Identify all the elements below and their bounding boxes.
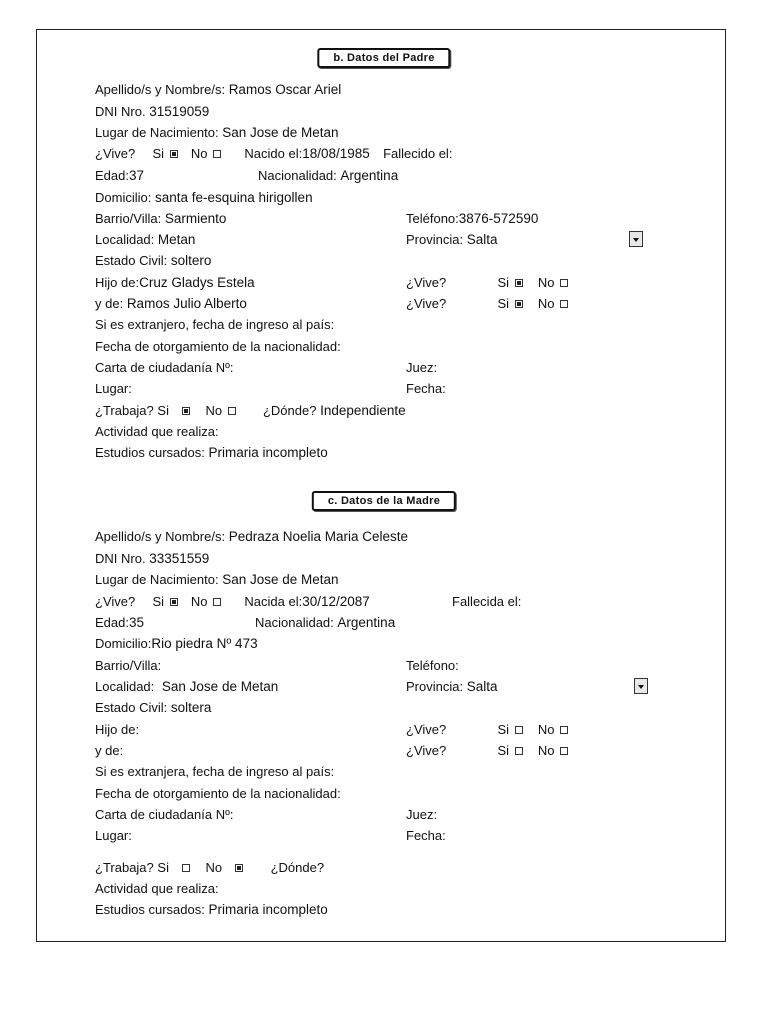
madre-lugar-nac-row: [95, 572, 339, 588]
madre-lugar-label: Lugar:: [95, 828, 132, 843]
padre-domicilio-value[interactable]: santa fe-esquina hirigollen: [154, 190, 313, 205]
madre-dni-value[interactable]: 33351559: [149, 551, 210, 566]
madre-nacionalidad-label: Nacionalidad:: [255, 615, 334, 630]
padre-dni-value[interactable]: 31519059: [149, 104, 210, 119]
padre-nacido-label: Nacido el:: [244, 146, 303, 161]
madre-vive-no-label: No: [190, 594, 208, 609]
madre-nacida-value[interactable]: 30/12/2087: [302, 594, 370, 609]
madre-localidad-row: [95, 679, 278, 695]
padre-y-de-no-checkbox[interactable]: [560, 300, 568, 308]
madre-fallecida-label: Fallecida el:: [452, 594, 522, 609]
madre-edad-label: Edad:: [95, 615, 129, 630]
madre-trabaja-no-checkbox[interactable]: [235, 864, 243, 872]
madre-estudios-row: [95, 902, 328, 918]
madre-nacida-label: Nacida el:: [244, 594, 303, 609]
madre-provincia-value[interactable]: Salta: [466, 679, 498, 694]
madre-edad-row: [95, 615, 144, 631]
madre-domicilio-label: Domicilio:: [95, 636, 152, 651]
padre-fecha-label: Fecha:: [406, 381, 446, 396]
padre-lugar-nac-row: [95, 125, 339, 141]
padre-edad-label: Edad:: [95, 168, 129, 183]
padre-hijo-de-si-label: Si: [497, 275, 510, 290]
madre-y-de-vive-row: [406, 743, 570, 759]
madre-estudios-value[interactable]: Primaria incompleto: [208, 902, 328, 917]
madre-hijo-de-no-label: No: [537, 722, 555, 737]
madre-provincia-label: Provincia:: [406, 679, 464, 694]
padre-estado-civil-value[interactable]: soltero: [170, 253, 212, 268]
padre-trabaja-si-label: Si: [157, 403, 169, 418]
padre-localidad-value[interactable]: Metan: [157, 232, 196, 247]
padre-hijo-de-vive-row: [406, 275, 570, 291]
padre-edad-row: [95, 168, 144, 184]
madre-lugar-nac-value[interactable]: San Jose de Metan: [222, 572, 339, 587]
padre-extranjero-row: Si es extranjero, fecha de ingreso al país:: [95, 317, 335, 332]
madre-y-de-label: y de:: [95, 743, 124, 758]
padre-provincia-row: [406, 232, 497, 248]
padre-nombre-value[interactable]: Ramos Oscar Ariel: [228, 82, 342, 97]
padre-y-de-value[interactable]: Ramos Julio Alberto: [126, 296, 247, 311]
padre-edad-value[interactable]: 37: [128, 168, 145, 183]
padre-trabaja-si-checkbox[interactable]: [182, 407, 190, 415]
padre-hijo-de-no-label: No: [537, 275, 555, 290]
padre-trabaja-no-checkbox[interactable]: [228, 407, 236, 415]
madre-trabaja-no-label: No: [205, 860, 223, 875]
padre-y-de-si-checkbox[interactable]: [515, 300, 523, 308]
padre-actividad-label: Actividad que realiza:: [95, 424, 219, 439]
padre-localidad-label: Localidad:: [95, 232, 155, 247]
padre-y-de-label: y de:: [95, 296, 124, 311]
padre-estudios-row: [95, 445, 328, 461]
madre-provincia-row: [406, 679, 497, 695]
padre-vive-no-label: No: [190, 146, 208, 161]
madre-nacionalidad-value[interactable]: Argentina: [337, 615, 396, 630]
madre-juez-label: Juez:: [406, 807, 438, 822]
madre-y-de-no-checkbox[interactable]: [560, 747, 568, 755]
madre-estudios-label: Estudios cursados:: [95, 902, 205, 917]
padre-estado-civil-label: Estado Civil:: [95, 253, 168, 268]
padre-hijo-de-no-checkbox[interactable]: [560, 279, 568, 287]
madre-extranjera-row: Si es extranjera, fecha de ingreso al país:: [95, 764, 335, 779]
padre-donde-value[interactable]: Independiente: [320, 403, 406, 418]
madre-trabaja-label: ¿Trabaja?: [95, 860, 154, 875]
padre-hijo-de-vive-label: ¿Vive?: [406, 275, 447, 290]
padre-y-de-no-label: No: [537, 296, 555, 311]
padre-estado-civil-row: [95, 253, 211, 269]
madre-donde-label: ¿Dónde?: [270, 860, 325, 875]
madre-vive-si-label: Si: [152, 594, 165, 609]
padre-vive-label: ¿Vive?: [95, 146, 136, 161]
madre-fecha-label: Fecha:: [406, 828, 446, 843]
madre-telefono-label: Teléfono:: [406, 658, 459, 673]
madre-actividad-label: Actividad que realiza:: [95, 881, 219, 896]
madre-estado-civil-label: Estado Civil:: [95, 700, 168, 715]
padre-nombre-label: Apellido/s y Nombre/s:: [95, 82, 226, 97]
padre-vive-si-checkbox[interactable]: [170, 150, 178, 158]
padre-nacionalidad-value[interactable]: Argentina: [340, 168, 399, 183]
madre-hijo-de-vive-row: [406, 722, 570, 738]
padre-trabaja-row: [95, 403, 406, 419]
madre-dni-row: [95, 551, 209, 567]
padre-nacionalidad-row: [258, 168, 398, 184]
padre-vive-no-checkbox[interactable]: [213, 150, 221, 158]
padre-dni-label: DNI Nro.: [95, 104, 146, 119]
madre-estado-civil-value[interactable]: soltera: [170, 700, 212, 715]
madre-carta-label: Carta de ciudadanía Nº:: [95, 807, 234, 822]
padre-hijo-de-si-checkbox[interactable]: [515, 279, 523, 287]
madre-hijo-de-vive-label: ¿Vive?: [406, 722, 447, 737]
madre-localidad-value[interactable]: San Jose de Metan: [161, 679, 279, 694]
padre-vive-si-label: Si: [152, 146, 165, 161]
padre-y-de-vive-row: [406, 296, 570, 312]
madre-vive-no-checkbox[interactable]: [213, 598, 221, 606]
section-title-padre: b. Datos del Padre: [317, 48, 450, 68]
padre-hijo-de-value[interactable]: Cruz Gladys Estela: [139, 275, 255, 290]
madre-edad-value[interactable]: 35: [128, 615, 145, 630]
madre-barrio-label: Barrio/Villa:: [95, 658, 162, 673]
padre-hijo-de-row: [95, 275, 255, 291]
padre-trabaja-label: ¿Trabaja?: [95, 403, 154, 418]
madre-domicilio-row: [95, 636, 258, 652]
madre-nombre-row: [95, 529, 408, 545]
padre-provincia-label: Provincia:: [406, 232, 464, 247]
padre-y-de-row: [95, 296, 247, 312]
padre-nombre-row: [95, 82, 341, 98]
madre-y-de-si-label: Si: [497, 743, 510, 758]
padre-domicilio-label: Domicilio:: [95, 190, 152, 205]
madre-estado-civil-row: [95, 700, 211, 716]
madre-hijo-de-no-checkbox[interactable]: [560, 726, 568, 734]
form-frame: [36, 29, 726, 942]
padre-barrio-value[interactable]: Sarmiento: [164, 211, 227, 226]
madre-trabaja-si-label: Si: [157, 860, 169, 875]
section-title-madre: c. Datos de la Madre: [312, 491, 456, 511]
madre-hijo-de-label: Hijo de:: [95, 722, 140, 737]
madre-provincia-dropdown-button[interactable]: [634, 678, 648, 694]
padre-y-de-si-label: Si: [497, 296, 510, 311]
padre-donde-label: ¿Dónde?: [262, 403, 317, 418]
padre-nacido-value[interactable]: 18/08/1985: [302, 146, 370, 161]
madre-trabaja-si-checkbox[interactable]: [182, 864, 190, 872]
madre-localidad-label: Localidad:: [95, 679, 155, 694]
padre-provincia-value[interactable]: Salta: [466, 232, 498, 247]
madre-nombre-value[interactable]: Pedraza Noelia Maria Celeste: [228, 529, 409, 544]
madre-dni-label: DNI Nro.: [95, 551, 146, 566]
madre-vive-si-checkbox[interactable]: [170, 598, 178, 606]
padre-y-de-vive-label: ¿Vive?: [406, 296, 447, 311]
padre-barrio-row: [95, 211, 226, 227]
madre-lugar-nac-label: Lugar de Nacimiento:: [95, 572, 219, 587]
madre-y-de-si-checkbox[interactable]: [515, 747, 523, 755]
madre-nombre-label: Apellido/s y Nombre/s:: [95, 529, 226, 544]
madre-trabaja-row: [95, 860, 324, 876]
padre-telefono-value[interactable]: 3876-572590: [458, 211, 539, 226]
padre-lugar-nac-value[interactable]: San Jose de Metan: [222, 125, 339, 140]
padre-estudios-label: Estudios cursados:: [95, 445, 205, 460]
padre-provincia-dropdown-button[interactable]: [629, 231, 643, 247]
padre-otorgamiento-row: Fecha de otorgamiento de la nacionalidad:: [95, 339, 341, 354]
padre-nacionalidad-label: Nacionalidad:: [258, 168, 337, 183]
padre-fallecido-label: Fallecido el:: [383, 146, 453, 161]
padre-estudios-value[interactable]: Primaria incompleto: [208, 445, 328, 460]
madre-hijo-de-si-checkbox[interactable]: [515, 726, 523, 734]
padre-telefono-row: [406, 211, 538, 227]
padre-trabaja-no-label: No: [205, 403, 223, 418]
padre-hijo-de-label: Hijo de:: [95, 275, 140, 290]
madre-nacionalidad-row: [255, 615, 395, 631]
madre-hijo-de-si-label: Si: [497, 722, 510, 737]
padre-barrio-label: Barrio/Villa:: [95, 211, 162, 226]
padre-juez-label: Juez:: [406, 360, 438, 375]
padre-telefono-label: Teléfono:: [406, 211, 459, 226]
madre-y-de-vive-label: ¿Vive?: [406, 743, 447, 758]
padre-vive-row: [95, 146, 452, 162]
madre-otorgamiento-row: Fecha de otorgamiento de la nacionalidad:: [95, 786, 341, 801]
padre-lugar-nac-label: Lugar de Nacimiento:: [95, 125, 219, 140]
padre-carta-label: Carta de ciudadanía Nº:: [95, 360, 234, 375]
madre-domicilio-value[interactable]: Rio piedra Nº 473: [151, 636, 258, 651]
madre-vive-label: ¿Vive?: [95, 594, 136, 609]
padre-domicilio-row: [95, 190, 313, 206]
padre-localidad-row: [95, 232, 195, 248]
madre-y-de-no-label: No: [537, 743, 555, 758]
padre-dni-row: [95, 104, 209, 120]
madre-vive-row: [95, 594, 370, 610]
padre-lugar-label: Lugar:: [95, 381, 132, 396]
